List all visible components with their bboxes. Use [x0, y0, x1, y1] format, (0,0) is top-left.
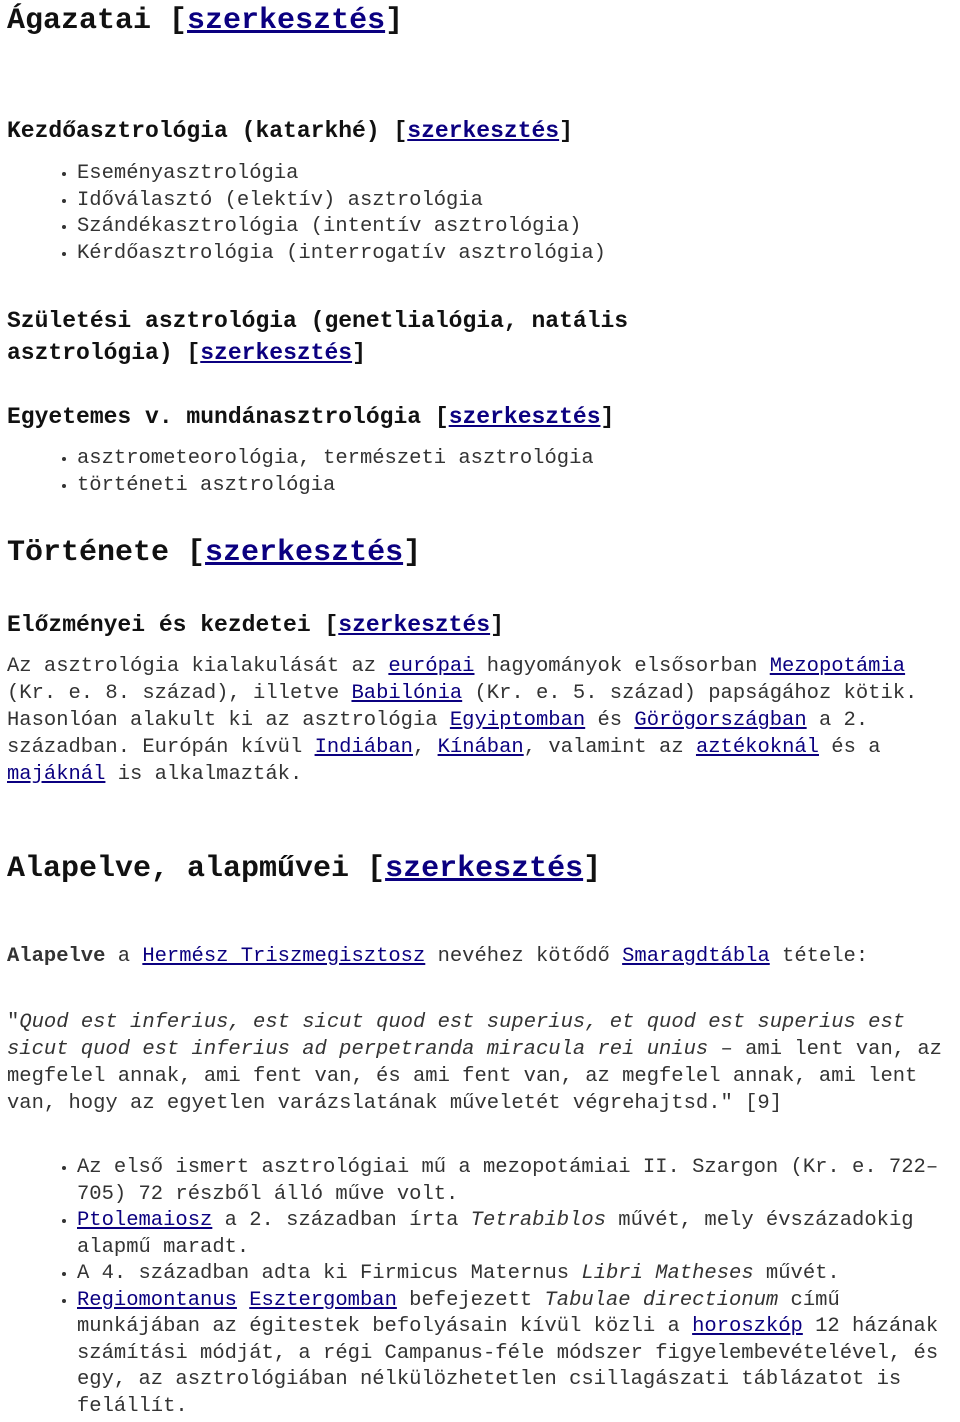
- heading-elozmenyei: Előzményei és kezdetei [szerkesztés]: [7, 612, 504, 638]
- paragraph-quote: "Quod est inferius, est sicut quod est superius, et quod est superius est sicut quod est inferius ad perpetranda miracula rei unius – ami lent van, az megfelel annak, ami fent van, és ami fent van, az megfelel annak, ami lent van, hogy az egyetlen varázslatának műveletét végrehajtsd." [9]: [7, 1011, 942, 1115]
- list-alapmuvek: [7, 1155, 957, 1420]
- link-esztergom[interactable]: Esztergomban: [249, 1288, 397, 1312]
- link-babilonia[interactable]: Babilónia: [351, 682, 463, 705]
- paragraph-elozmenyei: Az asztrológia kialakulását az európai hagyományok elsősorban Mezopotámia (Kr. e. 8. század), illetve Babilónia (Kr. e. 5. század) papságához kötik. Hasonlóan alakult ki az asztrológia Egyiptomban és Görögországban a 2. században. Európán kívül Indiában, Kínában, valamint az aztékoknál és a majáknál is alkalmazták.: [7, 655, 918, 786]
- link-hermesz[interactable]: Hermész Triszmegisztosz: [142, 945, 426, 968]
- list-item: • Ptolemaiosz a 2. században írta Tetrabiblos művét, mely évszázadokig alapmű maradt.: [77, 1208, 957, 1261]
- heading-kezdoasztrologia: Kezdőasztrológia (katarkhé) [szerkesztés]: [7, 118, 573, 144]
- edit-link[interactable]: szerkesztés: [187, 4, 386, 38]
- link-mezopotamia[interactable]: Mezopotámia: [769, 655, 906, 678]
- link-egyiptom[interactable]: Egyiptomban: [449, 709, 586, 732]
- list-item: • Eseményasztrológia: [77, 161, 957, 188]
- heading-agazatai: Ágazatai [szerkesztés]: [7, 4, 404, 38]
- edit-link[interactable]: szerkesztés: [338, 612, 491, 638]
- list-item: • Regiomontanus Esztergomban befejezett Tabulae directionum című munkájában az égitestek befolyásain kívül közli a horoszkóp 12 házának számítási módját, a régi Campanus-féle módszer figyelembevételével, és egy, az asztrológiában nélkülözhetetlen csillagászati táblázatot is felállít.: [77, 1288, 957, 1421]
- link-majak[interactable]: majáknál: [7, 763, 106, 786]
- heading-tortenete: Története [szerkesztés]: [7, 536, 422, 570]
- link-europai[interactable]: európai: [388, 655, 475, 678]
- edit-link[interactable]: szerkesztés: [407, 118, 560, 144]
- link-regiomontanus[interactable]: Regiomontanus: [77, 1288, 237, 1312]
- edit-link[interactable]: szerkesztés: [200, 340, 353, 366]
- list-item: • történeti asztrológia: [77, 473, 957, 500]
- edit-link[interactable]: szerkesztés: [205, 536, 404, 570]
- link-gorogorszag[interactable]: Görögországban: [634, 709, 807, 732]
- list-item: • A 4. században adta ki Firmicus Maternus Libri Matheses művét.: [77, 1261, 957, 1288]
- list-item: • Időválasztó (elektív) asztrológia: [77, 188, 957, 215]
- list-item: • Kérdőasztrológia (interrogatív asztrológia): [77, 241, 957, 268]
- link-india[interactable]: Indiában: [314, 736, 413, 759]
- link-kina[interactable]: Kínában: [437, 736, 524, 759]
- heading-alapelve: Alapelve, alapművei [szerkesztés]: [7, 852, 602, 886]
- heading-egyetemes: Egyetemes v. mundánasztrológia [szerkesztés]: [7, 404, 615, 430]
- link-horoszkop[interactable]: horoszkóp: [692, 1315, 803, 1338]
- list-item: • Szándékasztrológia (intentív asztrológia): [77, 214, 957, 241]
- heading-szuletesi: Születési asztrológia (genetlialógia, natális asztrológia) [szerkesztés]: [7, 308, 629, 366]
- edit-link[interactable]: szerkesztés: [448, 404, 601, 430]
- list-egyetemes: [7, 446, 957, 499]
- link-aztekok[interactable]: aztékoknál: [695, 736, 819, 759]
- list-item: • Az első ismert asztrológiai mű a mezopotámiai II. Szargon (Kr. e. 722–705) 72 részből álló műve volt.: [77, 1155, 957, 1208]
- paragraph-alapelve: Alapelve a Hermész Triszmegisztosz nevéhez kötődő Smaragdtábla tétele:: [7, 945, 869, 968]
- link-smaragdtabla[interactable]: Smaragdtábla: [622, 945, 770, 968]
- link-ptolemaiosz[interactable]: Ptolemaiosz: [77, 1209, 213, 1232]
- list-kezdoasztrologia: [7, 161, 957, 267]
- edit-link[interactable]: szerkesztés: [385, 852, 584, 886]
- list-item: • asztrometeorológia, természeti asztrológia: [77, 446, 957, 473]
